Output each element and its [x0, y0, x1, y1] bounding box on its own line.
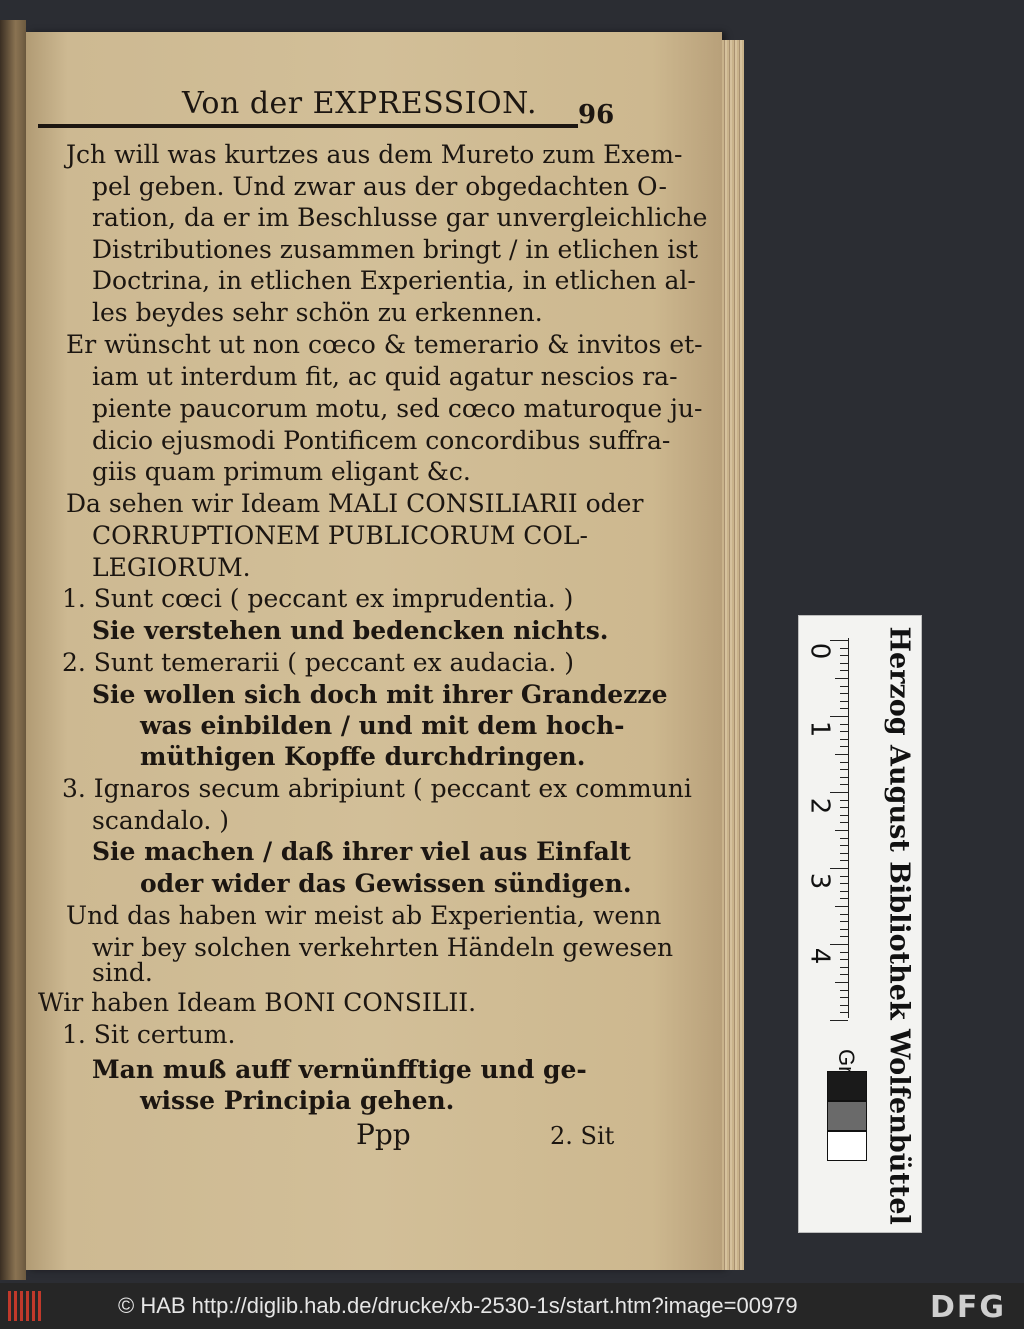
ruler-tick: [840, 936, 848, 937]
text-line: Und das haben wir meist ab Experientia, wenn: [66, 901, 662, 930]
text-line: les beydes sehr schön zu erkennen.: [92, 298, 543, 327]
text-line: Jch will was kurtzes aus dem Mureto zum Exem-: [66, 140, 683, 169]
ruler-tick: [840, 891, 848, 892]
text-line: iam ut interdum fit, ac quid agatur nescios ra-: [92, 362, 678, 391]
ruler-tick: [840, 686, 848, 687]
text-line: was einbilden / und mit dem hoch-: [140, 711, 625, 740]
copyright-link[interactable]: © HAB http://diglib.hab.de/drucke/xb-2530-1s/start.htm?image=00979: [118, 1293, 798, 1318]
ruler-tick: [840, 724, 848, 725]
page-number: 96: [578, 100, 615, 130]
ruler-tick: [840, 845, 848, 846]
ruler-tick: [840, 822, 848, 823]
ruler-number: 3: [804, 872, 835, 890]
ruler-number: 1: [804, 720, 835, 738]
ruler-tick: [835, 678, 848, 679]
text-line: CORRUPTIONEM PUBLICORUM COL-: [92, 521, 588, 550]
text-line: Doctrina, in etlichen Experientia, in etlichen al-: [92, 266, 696, 295]
text-line: Distributiones zusammen bringt / in etlichen ist: [92, 235, 699, 264]
text-line: wir bey solchen verkehrten Händeln gewesen: [92, 933, 674, 962]
ruler-tick: [840, 860, 848, 861]
ruler-tick: [840, 648, 848, 649]
text-line: Man muß auff vernünfftige und ge-: [92, 1055, 587, 1084]
text-line: Sie verstehen und bedencken nichts.: [92, 616, 609, 645]
text-line: scandalo. ): [92, 806, 229, 835]
text-line: wisse Principia gehen.: [140, 1086, 455, 1115]
ruler-tick: [840, 769, 848, 770]
text-line: dicio ejusmodi Pontificem concordibus suffra-: [92, 426, 671, 455]
left-page-edge: [0, 20, 26, 1280]
ruler-tick: [840, 883, 848, 884]
text-line: oder wider das Gewissen sündigen.: [140, 869, 632, 898]
card-title-text: Herzog August Bibliothek Wolfenbüttel: [883, 626, 915, 1225]
head-rule: [38, 124, 578, 128]
ruler-number: 0: [804, 642, 835, 660]
text-line: 1. Sit certum.: [62, 1020, 236, 1049]
text-line: piente paucorum motu, sed cœco maturoque ju-: [92, 394, 703, 423]
ruler-tick: [830, 868, 848, 869]
swatch-gray: [827, 1101, 867, 1131]
ruler-tick: [830, 1020, 848, 1021]
text-line: Wir haben Ideam BONI CONSILII.: [38, 988, 477, 1017]
ruler-tick: [840, 959, 848, 960]
text-line: giis quam primum eligant &c.: [92, 457, 471, 486]
card-title: [869, 626, 919, 1226]
swatch-white: [827, 1131, 867, 1161]
ruler-number: 4: [804, 947, 835, 965]
text-line: 1. Sunt cœci ( peccant ex imprudentia. ): [62, 584, 574, 613]
ruler-tick: [840, 974, 848, 975]
ruler-tick: [840, 815, 848, 816]
text-line: müthigen Kopffe durchdringen.: [140, 742, 586, 771]
ruler-tick: [840, 693, 848, 694]
gray-scale-card: [798, 615, 922, 1233]
ruler-tick: [840, 784, 848, 785]
ruler-tick: [840, 670, 848, 671]
ruler-tick: [840, 876, 848, 877]
barcode-icon: [8, 1291, 44, 1321]
dfg-logo: DFG: [930, 1290, 1007, 1325]
ruler-tick: [840, 731, 848, 732]
text-line: Da sehen wir Ideam MALI CONSILIARII oder: [66, 489, 644, 518]
text-line: LEGIORUM.: [92, 553, 251, 582]
text-line: Sie machen / daß ihrer viel aus Einfalt: [92, 837, 631, 866]
ruler-tick: [835, 754, 848, 755]
ruler-tick: [830, 944, 848, 945]
ruler-tick: [835, 830, 848, 831]
running-head: Von der EXPRESSION.: [182, 86, 537, 121]
ruler: [805, 626, 849, 1046]
ruler-tick: [840, 663, 848, 664]
ruler-tick: [840, 777, 848, 778]
catchword: 2. Sit: [550, 1122, 615, 1150]
ruler-spine: [848, 638, 849, 1018]
ruler-tick: [835, 906, 848, 907]
ruler-tick: [840, 1005, 848, 1006]
ruler-tick: [840, 853, 848, 854]
ruler-tick: [840, 997, 848, 998]
ruler-tick: [835, 982, 848, 983]
ruler-tick: [830, 640, 848, 641]
ruler-tick: [840, 807, 848, 808]
ruler-tick: [840, 952, 848, 953]
ruler-tick: [840, 838, 848, 839]
text-line: ration, da er im Beschlusse gar unvergleichliche: [92, 203, 708, 232]
text-line: Er wünscht ut non cœco & temerario & invitos et-: [66, 330, 703, 359]
ruler-tick: [840, 655, 848, 656]
ruler-tick: [840, 898, 848, 899]
ruler-tick: [840, 967, 848, 968]
ruler-tick: [840, 929, 848, 930]
text-line: 3. Ignaros secum abripiunt ( peccant ex communi: [62, 774, 692, 803]
ruler-tick: [840, 701, 848, 702]
ruler-tick: [840, 1012, 848, 1013]
ruler-tick: [840, 914, 848, 915]
ruler-tick: [840, 800, 848, 801]
ruler-tick: [830, 792, 848, 793]
text-line: pel geben. Und zwar aus der obgedachten O-: [92, 172, 667, 201]
page-edges: [722, 40, 744, 1270]
ruler-number: 2: [804, 797, 835, 815]
ruler-tick: [840, 708, 848, 709]
text-line: 2. Sunt temerarii ( peccant ex audacia. ): [62, 648, 575, 677]
ruler-tick: [840, 746, 848, 747]
ruler-tick: [830, 716, 848, 717]
ruler-tick: [840, 990, 848, 991]
text-line: sind.: [92, 958, 153, 987]
ruler-tick: [840, 739, 848, 740]
ruler-tick: [840, 762, 848, 763]
ruler-tick: [840, 921, 848, 922]
text-line: Sie wollen sich doch mit ihrer Grandezze: [92, 680, 668, 709]
signature-mark: Ppp: [356, 1118, 411, 1151]
swatch-black: [827, 1071, 867, 1101]
